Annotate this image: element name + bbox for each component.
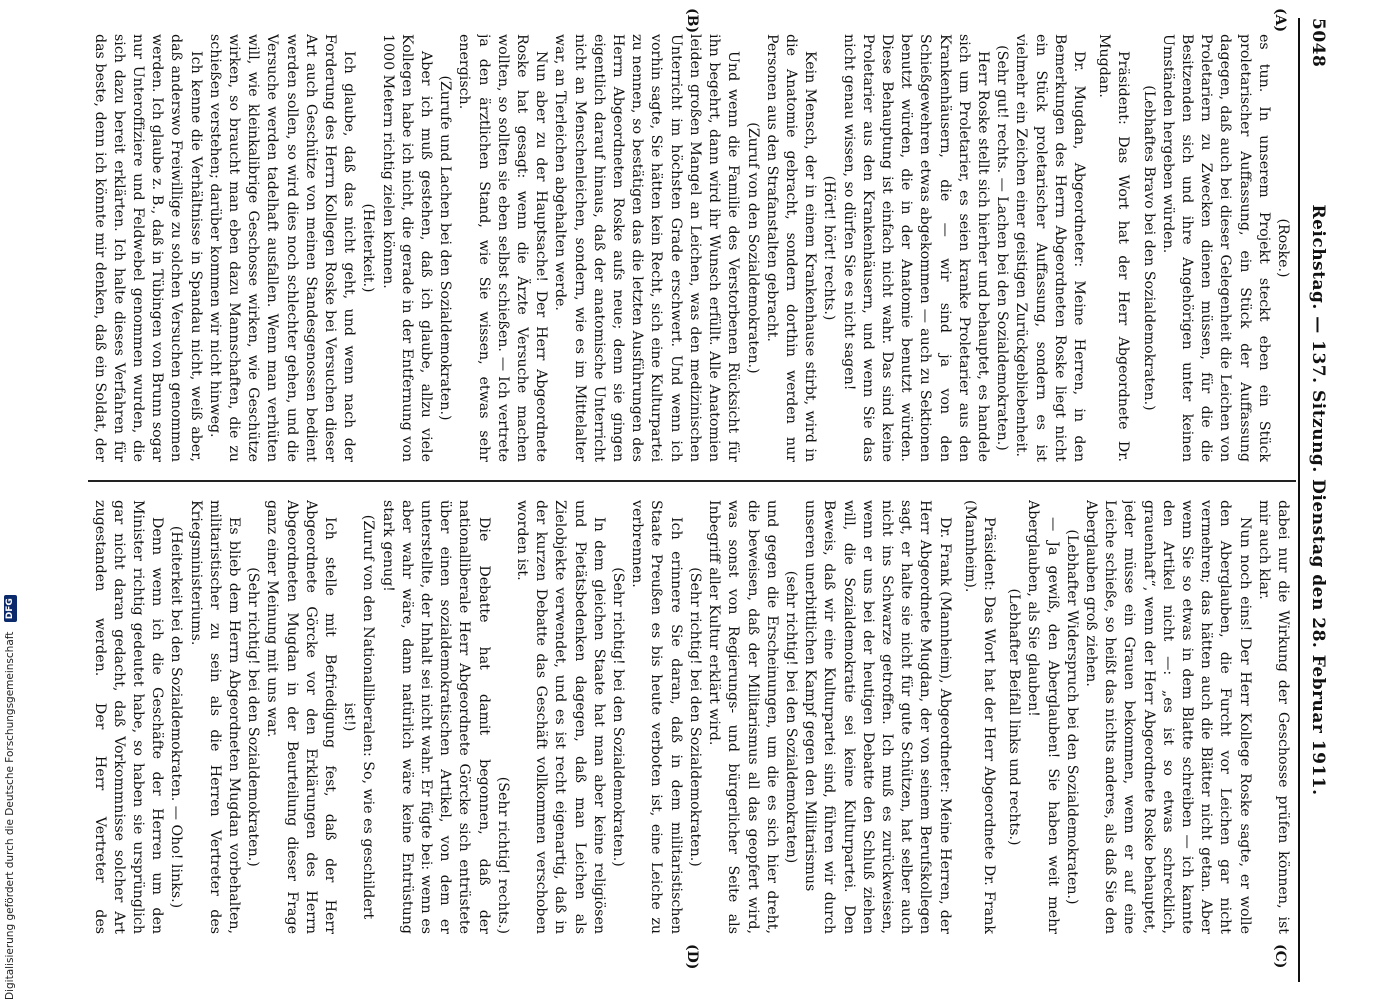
credit-text: Digitalisierung gefördert durch die Deutsche Forschungsgemeinschaft <box>4 631 16 1000</box>
paragraph: es tun. In unserem Projekt steckt eben ein Stück proletarischer Auffassung, ein Stück der Auffassung dagegen, daß auch bei dieser Gelegenheit die Leichen von Proletariern zu Zwecken dienen müssen, für die die Besitzenden sich und ihre Angehörigen unter keinen Umständen hergeben würden. <box>1159 34 1272 462</box>
page-title: Reichstag. — 137. Sitzung. Dienstag den 28. Februar 1911. <box>1308 204 1328 796</box>
interjection: (Zuruf von den Nationalliberalen: So, wie es geschildert ist!) <box>341 514 377 920</box>
paragraph: In dem gleichen Staate hat man aber keine religiösen und Pietätsbedenken dagegen, daß man Leichen als Zielobjekte verwendet, und es ist recht eigenartig, daß in der kurzen Debatte das Geschäft vollkommen verschoben worden ist. <box>514 500 607 934</box>
speaker-paragraph: Präsident: Das Wort hat der Herr Abgeordnete Dr. Frank (Mannheim). <box>961 500 997 934</box>
paragraph: Aber ich muß gestehen, daß ich glaube, allzu viele Kollegen habe ich nicht, die gerade in der Entfernung von 1000 Metern richtig zielen können. <box>379 34 435 462</box>
paragraph: Ich stelle mit Befriedigung fest, daß der Herr Abgeordnete Görcke vor den Erklärungen des Herrn Abgeordneten Mugdan in der Beurteilung dieser Frage ganz einer Meinung mit uns war. <box>264 500 339 934</box>
interjection: (Zurufe und Lachen bei den Sozialdemokraten.) <box>437 75 454 421</box>
left-column <box>90 34 1292 462</box>
speaker-paragraph: Dr. Mugdan, Abgeordneter: Meine Herren, in den Bemerkungen des Herrn Abgeordneten Roske liegt nicht ein Stück proletarischer Auffassung, sondern es ist vielmehr ein Zeichen einer geistigen Zurückgebliebenheit. <box>1013 34 1087 462</box>
interjection: (Sehr richtig! bei den Sozialdemokraten.) <box>610 567 627 867</box>
page-header <box>1302 18 1332 982</box>
interjection: (Sehr gut! rechts. — Lachen bei den Sozialdemokraten.) <box>994 45 1011 451</box>
page-number: 5048 <box>1308 18 1328 68</box>
interjection: (Heiterkeit.) <box>360 203 377 293</box>
dfg-logo: DFG <box>4 595 17 622</box>
interjection: (Lebhafter Beifall links und rechts.) <box>1006 588 1023 846</box>
paragraph: Und wenn die Familie des Verstorbenen Rücksicht für ihn begehrt, dann wird ihr Wunsch erfüllt. Alle Anatomien leiden großen Mangel an Leichen, was den medizinischen Unterricht im höchsten Grade erschwert. Und wenn ich vorhin sagte, Sie hätten kein Recht, sich eine Kulturpartei zu nennen, so bestätigen das die letzten Ausführungen des Herrn Abgeordneten Roske aufs neue; denn sie gingen eigentlich darauf hinaus, daß der anatomische Unterricht nicht an Menschenleichen, sondern, wie es im Mittelalter war, an Tierleichen abgehalten werde. <box>552 34 742 462</box>
margin-mark-c: (C) <box>1272 944 1288 969</box>
interjection: (Heiterkeit bei den Sozialdemokraten. — Oho! links.) <box>168 525 185 909</box>
right-column <box>90 500 1292 934</box>
paragraph: Herr Roske stellt sich hierher und behauptet, es handele sich um Proletarier, es seien kranke Proletarier aus den Krankenhäusern, die — wir sind ja von den Schießgewehren etwas abgekommen — auch zu Sektionen benutzt würden, die in der Anatomie benutzt würden. Diese Behauptung ist einfach nicht wahr. Das sind keine Proletarier aus den Krankenhäusern, und wenn Sie das nicht genau wissen, so dürfen Sie es nicht sagen! <box>840 34 991 462</box>
paragraph: Ich glaube, daß das nicht geht, und wenn nach der Forderung des Herrn Kollegen Roske bei Versuchen dieser Art auch Geschütze von meinen Standesgenossen bedient werden sollen, so wird dies noch schlechter gehen, und die Versuche werden tadelhaft ausfallen. Wenn man verhüten will, wie kleinkalibrige Geschosse wirken, wie Geschütze wirken, so braucht man eben dazu Mannschaften, die zu schießen verstehen; darüber kommen wir nicht hinweg. <box>206 34 358 462</box>
scanned-page <box>80 0 1340 1000</box>
column-divider <box>88 480 1296 482</box>
interjection: (sehr richtig! bei den Sozialdemokraten) <box>782 570 799 864</box>
paragraph: Kein Mensch, der in einem Krankenhause stirbt, wird in die Anatomie gebracht, sondern dorthin werden nur Personen aus den Strafanstalten gebracht. <box>763 34 819 462</box>
paragraph: Denn wenn ich die Geschäfte der Herren um den Minister richtig gedeutet habe, so haben sie ursprünglich gar nicht daran gedacht, daß Vorkommnisse solcher Art zugestanden werden. Der Herr Vertreter des <box>91 500 166 934</box>
paragraph: Ich erinnere Sie daran, daß in dem militaristischen Staate Preußen es bis heute verboten ist, eine Leiche zu verbrennen. <box>629 500 684 934</box>
paragraph: Es blieb dem Herrn Abgeordneten Mugdan vorbehalten, militaristischer zu sein als die Herren Vertreter des Kriegsministeriums. <box>187 500 243 934</box>
interjection: (Zuruf von den Sozialdemokraten.) <box>744 122 761 374</box>
margin-mark-d: (D) <box>684 944 700 970</box>
interjection: (Lebhaftes Bravo bei den Sozialdemokraten.) <box>1140 85 1157 411</box>
interjection: (Sehr richtig! bei den Sozialdemokraten.) <box>245 567 262 867</box>
margin-mark-a: (A) <box>1272 8 1288 33</box>
speaker-paragraph: Präsident: Das Wort hat der Herr Abgeordnete Dr. Mugdan. <box>1096 34 1132 462</box>
digitization-credit <box>2 0 18 1000</box>
paragraph: dabei nur die Wirkung der Geschosse prüfen können, ist mir auch klar. <box>1255 500 1291 934</box>
speaker-paragraph: Dr. Frank (Mannheim), Abgeordneter: Meine Herren, der Herr Abgeordnete Mugdan, der von seinem Berufskollegen sagt, er halte sie nicht für gute Schützen, hat selber auch nicht ins Schwarze getroffen. Ich muß es zurückweisen, wenn er uns bei der heutigen Debatte den Schluß ziehen will, die Sozialdemokratie sei keine Kulturpartei. Den Beweis, daß wir eine Kulturpartei sind, führen wir durch unseren unerbittlichen Kampf gegen den Militarismus <box>802 500 953 934</box>
paragraph: Nun noch eins! Der Herr Kollege Roske sagte, er wolle den Aberglauben, die Furcht vor Leichen gar nicht vermehren; das hätten auch die Blätter nicht getan. Aber wenn Sie so etwas in dem Blatte schreiben — ich kannte den Artikel nicht —: „es ist so etwas schrecklich, grauenhaft“, wenn der Herr Abgeordnete Roske behauptet, jeder müsse ein Grauen bekommen, wenn er auf eine Leiche schieße, so heißt das nichts anderes, als daß Sie den Aberglauben groß ziehen. <box>1082 500 1253 934</box>
paragraph: (Roske.) <box>1275 218 1291 278</box>
paragraph: — Ja gewiß, den Aberglauben! Sie haben weit mehr Aberglauben, als Sie glauben! <box>1025 500 1061 934</box>
margin-mark-b: (B) <box>684 8 700 34</box>
interjection: (Lebhafter Widerspruch bei den Sozialdemokraten.) <box>1063 529 1080 905</box>
paragraph: und gegen die Erscheinungen, um die es sich hier dreht, die beweisen, daß der Militarismus all das geopfert wird, was sonst von Regierungs- und bürgerlicher Seite als Inbegriff aller Kultur erklärt wird. <box>706 500 780 934</box>
interjection: (Sehr richtig! rechts.) <box>494 776 511 934</box>
paragraph: Ich kenne die Verhältnisse in Spandau nicht, weiß aber, daß anderswo Freiwillige zu solchen Versuchen genommen werden. Ich glaube z. B., daß in Tübingen von Brunn sogar nur Unteroffiziere und Feldwebel genommen wurden, die sich dazu bereit erklärten. Ich halte dieses Verfahren für das beste, denn ich könnte mir denken, daß ein Soldat, der <box>91 34 204 462</box>
interjection: (Sehr richtig! bei den Sozialdemokraten.) <box>686 567 703 867</box>
paragraph: Die Debatte hat damit begonnen, daß der nationalliberale Herr Abgeordnete Görcke sich entrüstete über einen sozialdemokratischen Artikel, von dem er unterstellte, der Inhalt sei nicht wahr. Er fügte bei: wenn es aber wahr wäre, dann natürlich wäre keine Entrüstung stark genug! <box>379 500 492 934</box>
interjection: (Hört! hört! rechts.) <box>821 175 838 321</box>
header-rule <box>1298 18 1300 982</box>
paragraph: Nun aber zu der Hauptsache! Der Herr Abgeordnete Roske hat gesagt: wenn die Ärzte Versuche machen wollten, so sollten sie eben selbst schießen. — Ich vertrete ja den ärztlichen Stand, wie Sie wissen, etwas sehr energisch. <box>456 34 550 462</box>
